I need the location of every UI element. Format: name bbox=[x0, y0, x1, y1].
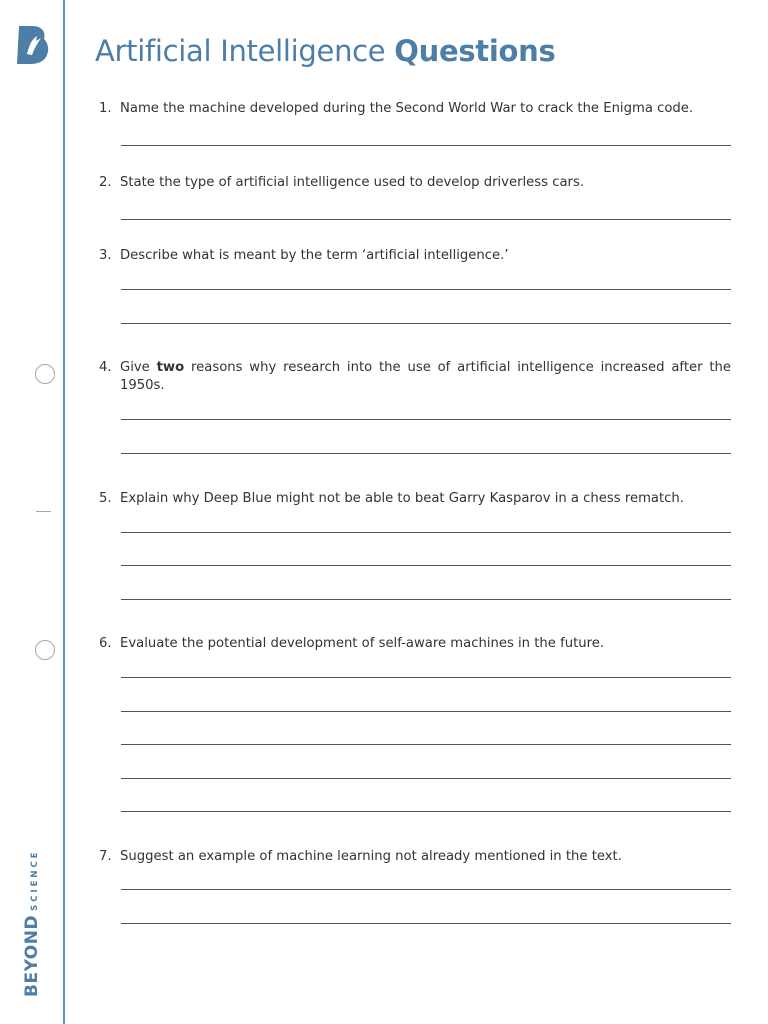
question-7 bbox=[99, 848, 731, 866]
answer-line[interactable] bbox=[121, 532, 731, 533]
question-number: 4. bbox=[99, 360, 112, 375]
answer-line[interactable] bbox=[121, 565, 731, 566]
answer-line[interactable] bbox=[121, 889, 731, 890]
question-number: 2. bbox=[99, 175, 112, 190]
question-number: 3. bbox=[99, 248, 112, 263]
answer-line[interactable] bbox=[121, 711, 731, 712]
question-text bbox=[120, 359, 731, 395]
punch-hole bbox=[35, 364, 55, 384]
punch-hole bbox=[35, 640, 55, 660]
answer-line[interactable] bbox=[121, 744, 731, 745]
question-text: State the type of artificial intelligence used to develop driverless cars. bbox=[120, 175, 585, 190]
question-text-pre: Give bbox=[120, 360, 157, 375]
question-number: 7. bbox=[99, 849, 112, 864]
question-number: 1. bbox=[99, 101, 112, 116]
title-light: Artificial Intelligence bbox=[95, 34, 386, 68]
beyond-logo-icon bbox=[15, 24, 51, 66]
answer-line[interactable] bbox=[121, 419, 731, 420]
answer-line[interactable] bbox=[121, 453, 731, 454]
brand-main: BEYOND bbox=[22, 914, 42, 997]
page-title bbox=[95, 34, 555, 68]
answer-line[interactable] bbox=[121, 145, 731, 146]
answer-line[interactable] bbox=[121, 599, 731, 600]
margin-line bbox=[63, 0, 65, 1024]
question-2 bbox=[99, 174, 731, 192]
question-text: Name the machine developed during the Second World War to crack the Enigma code. bbox=[120, 101, 694, 116]
question-text: Explain why Deep Blue might not be able to beat Garry Kasparov in a chess rematch. bbox=[120, 491, 684, 506]
question-text: Describe what is meant by the term ‘artificial intelligence.’ bbox=[120, 248, 509, 263]
question-6 bbox=[99, 635, 731, 653]
answer-line[interactable] bbox=[121, 677, 731, 678]
answer-line[interactable] bbox=[121, 811, 731, 812]
fold-mark bbox=[36, 511, 51, 512]
question-text: Evaluate the potential development of self-aware machines in the future. bbox=[120, 636, 605, 651]
answer-line[interactable] bbox=[121, 289, 731, 290]
answer-line[interactable] bbox=[121, 323, 731, 324]
question-4 bbox=[99, 359, 731, 395]
answer-line[interactable] bbox=[121, 923, 731, 924]
answer-line[interactable] bbox=[121, 778, 731, 779]
brand-sub: SCIENCE bbox=[30, 849, 40, 911]
question-number: 5. bbox=[99, 491, 112, 506]
title-bold: Questions bbox=[394, 34, 556, 68]
question-3 bbox=[99, 247, 731, 265]
question-text: Suggest an example of machine learning not already mentioned in the text. bbox=[120, 849, 622, 864]
question-text-post: reasons why research into the use of artificial intelligence increased after the 1950s. bbox=[120, 360, 731, 393]
question-5 bbox=[99, 490, 731, 508]
question-emphasis: two bbox=[156, 360, 185, 375]
question-number: 6. bbox=[99, 636, 112, 651]
answer-line[interactable] bbox=[121, 219, 731, 220]
question-1 bbox=[99, 100, 731, 118]
brand-wordmark bbox=[22, 849, 42, 997]
